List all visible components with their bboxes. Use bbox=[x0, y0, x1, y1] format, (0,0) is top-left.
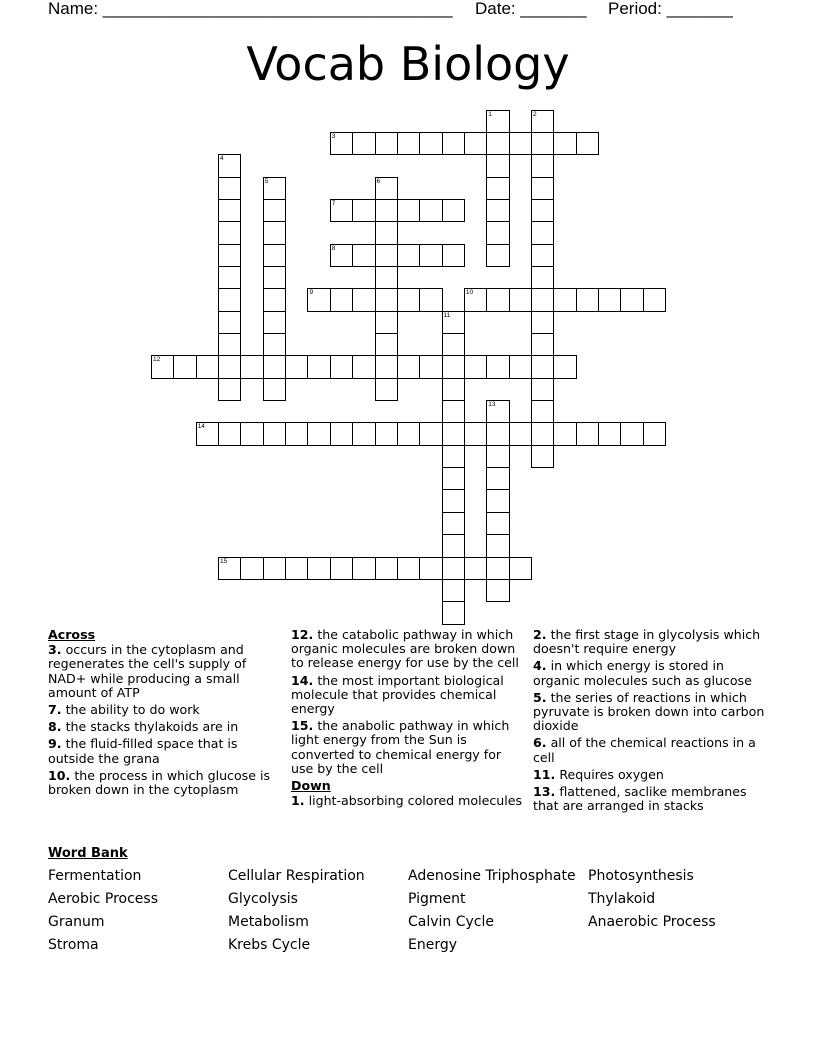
word-bank-item: Energy bbox=[408, 937, 458, 953]
clue-number: 10 bbox=[465, 289, 474, 297]
crossword-cell[interactable] bbox=[486, 557, 509, 580]
crossword-cell[interactable] bbox=[419, 199, 442, 222]
crossword-cell[interactable] bbox=[173, 355, 196, 378]
crossword-cell[interactable] bbox=[375, 199, 398, 222]
crossword-cell[interactable] bbox=[486, 489, 509, 512]
crossword-cell[interactable] bbox=[375, 378, 398, 401]
crossword-cell[interactable] bbox=[375, 266, 398, 289]
crossword-cell[interactable] bbox=[442, 400, 465, 423]
crossword-cell[interactable] bbox=[397, 422, 420, 445]
crossword-cell[interactable] bbox=[486, 132, 509, 155]
word-bank-item: Aerobic Process bbox=[48, 891, 158, 907]
crossword-cell[interactable] bbox=[531, 154, 554, 177]
crossword-cell[interactable] bbox=[240, 557, 263, 580]
clue-number: 8 bbox=[331, 244, 336, 252]
crossword-cell[interactable] bbox=[464, 422, 487, 445]
word-bank-item: Pigment bbox=[408, 891, 466, 907]
crossword-cell[interactable] bbox=[218, 177, 241, 200]
clue-number: 15 bbox=[220, 557, 228, 565]
crossword-cell[interactable] bbox=[397, 557, 420, 580]
crossword-cell[interactable] bbox=[464, 355, 487, 378]
clue-number: 1 bbox=[488, 110, 492, 118]
crossword-cell[interactable] bbox=[397, 199, 420, 222]
crossword-cell[interactable] bbox=[486, 512, 509, 535]
crossword-cell[interactable] bbox=[397, 132, 420, 155]
crossword-cell[interactable] bbox=[531, 355, 554, 378]
crossword-cell[interactable] bbox=[375, 333, 398, 356]
word-bank-item: Cellular Respiration bbox=[228, 868, 365, 884]
crossword-cell[interactable] bbox=[620, 288, 643, 311]
crossword-cell[interactable] bbox=[375, 221, 398, 244]
clue-across-7: 7. the ability to do work bbox=[48, 702, 200, 718]
clue-across-10: 10. the process in which glucose is broken down in the cytoplasm bbox=[48, 767, 271, 798]
crossword-cell[interactable] bbox=[307, 422, 330, 445]
crossword-cell[interactable] bbox=[263, 266, 286, 289]
crossword-cell[interactable] bbox=[397, 244, 420, 267]
crossword-cell[interactable] bbox=[620, 422, 643, 445]
clue-number: 9 bbox=[309, 289, 314, 297]
crossword-cell[interactable] bbox=[442, 244, 465, 267]
crossword-cell[interactable] bbox=[151, 355, 174, 378]
clue-down-6: 6. all of the chemical reactions in a cell bbox=[533, 735, 756, 765]
crossword-cell[interactable] bbox=[531, 333, 554, 356]
crossword-cell[interactable] bbox=[553, 422, 576, 445]
crossword-cell[interactable] bbox=[419, 422, 442, 445]
clue-down-1: 1. light-absorbing colored molecules bbox=[291, 793, 523, 809]
crossword-cell[interactable] bbox=[531, 311, 554, 334]
crossword-cell[interactable] bbox=[263, 288, 286, 311]
crossword-cell[interactable] bbox=[531, 378, 554, 401]
crossword-cell[interactable] bbox=[375, 244, 398, 267]
crossword-cell[interactable] bbox=[330, 288, 353, 311]
crossword-cell[interactable] bbox=[196, 355, 219, 378]
crossword-cell[interactable] bbox=[218, 221, 241, 244]
clue-down-4: 4. in which energy is stored in organic molecules such as glucose bbox=[533, 658, 752, 688]
crossword-cell[interactable] bbox=[307, 355, 330, 378]
name-field-label[interactable]: Name: _____________________________________ bbox=[48, 0, 453, 18]
crossword-cell[interactable] bbox=[531, 199, 554, 222]
crossword-cell[interactable] bbox=[419, 355, 442, 378]
crossword-cell[interactable] bbox=[531, 400, 554, 423]
crossword-cell[interactable] bbox=[442, 333, 465, 356]
crossword-cell[interactable] bbox=[330, 355, 353, 378]
crossword-cell[interactable] bbox=[196, 422, 219, 445]
clue-number: 7 bbox=[331, 199, 336, 207]
crossword-cell[interactable] bbox=[531, 288, 554, 311]
word-bank-item: Granum bbox=[48, 914, 105, 930]
crossword-cell[interactable] bbox=[375, 311, 398, 334]
crossword-cell[interactable] bbox=[486, 110, 509, 133]
crossword-cell[interactable] bbox=[263, 199, 286, 222]
crossword-cell[interactable] bbox=[553, 288, 576, 311]
clue-number: 12 bbox=[153, 356, 161, 364]
crossword-cell[interactable] bbox=[442, 557, 465, 580]
crossword-cell[interactable] bbox=[509, 288, 532, 311]
crossword-cell[interactable] bbox=[486, 445, 509, 468]
crossword-cell[interactable] bbox=[486, 400, 509, 423]
clue-across-14: 14. the most important biological molecule that provides chemical energy bbox=[291, 672, 504, 717]
clue-down-5: 5. the series of reactions in which pyruvate is broken down into carbon dioxide bbox=[533, 689, 765, 734]
crossword-cell[interactable] bbox=[442, 355, 465, 378]
crossword-cell[interactable] bbox=[442, 601, 465, 624]
crossword-cell[interactable] bbox=[397, 355, 420, 378]
crossword-cell[interactable] bbox=[643, 422, 666, 445]
crossword-cell[interactable] bbox=[352, 422, 375, 445]
across-heading: Across bbox=[48, 627, 96, 642]
crossword-cell[interactable] bbox=[263, 557, 286, 580]
crossword-cell[interactable] bbox=[218, 199, 241, 222]
crossword-cell[interactable] bbox=[330, 199, 353, 222]
crossword-cell[interactable] bbox=[509, 132, 532, 155]
word-bank-item: Thylakoid bbox=[588, 891, 656, 907]
crossword-cell[interactable] bbox=[464, 288, 487, 311]
crossword-cell[interactable] bbox=[285, 422, 308, 445]
crossword-cell[interactable] bbox=[442, 534, 465, 557]
crossword-cell[interactable] bbox=[218, 422, 241, 445]
crossword-cell[interactable] bbox=[263, 422, 286, 445]
crossword-cell[interactable] bbox=[442, 579, 465, 602]
word-bank-item: Stroma bbox=[48, 937, 99, 953]
crossword-cell[interactable] bbox=[464, 557, 487, 580]
crossword-cell[interactable] bbox=[442, 378, 465, 401]
word-bank-item: Calvin Cycle bbox=[408, 914, 495, 930]
date-field-label[interactable]: Date: _______ bbox=[475, 0, 587, 18]
crossword-cell[interactable] bbox=[330, 244, 353, 267]
clue-number: 6 bbox=[376, 177, 381, 185]
across-clues-col1 bbox=[48, 628, 276, 800]
crossword-cell[interactable] bbox=[218, 154, 241, 177]
crossword-cell[interactable] bbox=[486, 288, 509, 311]
down-clues-col3 bbox=[533, 628, 771, 816]
crossword-cell[interactable] bbox=[442, 467, 465, 490]
clue-across-9: 9. the fluid-filled space that is outside the grana bbox=[48, 736, 238, 766]
crossword-cell[interactable] bbox=[240, 355, 263, 378]
clue-down-11: 11. Requires oxygen bbox=[533, 766, 664, 782]
word-bank-item: Metabolism bbox=[228, 914, 309, 930]
clue-across-12: 12. the catabolic pathway in which organic molecules are broken down to release energy for use by the cell bbox=[291, 627, 519, 671]
crossword-cell[interactable] bbox=[263, 221, 286, 244]
clue-across-3: 3. occurs in the cytoplasm and regenerates the cell's supply of NAD+ while producing a small amount of ATP bbox=[48, 642, 247, 700]
clue-number: 11 bbox=[443, 311, 451, 319]
word-bank-item: Glycolysis bbox=[228, 891, 298, 907]
crossword-cell[interactable] bbox=[263, 177, 286, 200]
crossword-cell[interactable] bbox=[352, 557, 375, 580]
clue-number: 2 bbox=[532, 110, 537, 118]
crossword-cell[interactable] bbox=[375, 132, 398, 155]
crossword-cell[interactable] bbox=[375, 422, 398, 445]
crossword-cell[interactable] bbox=[263, 311, 286, 334]
crossword-cell[interactable] bbox=[576, 132, 599, 155]
crossword-cell[interactable] bbox=[330, 557, 353, 580]
crossword-cell[interactable] bbox=[307, 288, 330, 311]
crossword-cell[interactable] bbox=[486, 355, 509, 378]
word-bank-item: Photosynthesis bbox=[588, 868, 694, 884]
crossword-cell[interactable] bbox=[375, 177, 398, 200]
word-bank-item: Adenosine Triphosphate bbox=[408, 868, 576, 884]
crossword-cell[interactable] bbox=[419, 557, 442, 580]
crossword-cell[interactable] bbox=[442, 489, 465, 512]
crossword-cell[interactable] bbox=[240, 422, 263, 445]
crossword-cell[interactable] bbox=[375, 557, 398, 580]
crossword-cell[interactable] bbox=[307, 557, 330, 580]
crossword-cell[interactable] bbox=[486, 244, 509, 267]
crossword-cell[interactable] bbox=[509, 355, 532, 378]
crossword-cell[interactable] bbox=[330, 422, 353, 445]
crossword-cell[interactable] bbox=[486, 534, 509, 557]
clue-number: 13 bbox=[488, 401, 496, 409]
across-clues-col2 bbox=[291, 628, 525, 811]
crossword-cell[interactable] bbox=[531, 177, 554, 200]
crossword-cell[interactable] bbox=[352, 199, 375, 222]
crossword-cell[interactable] bbox=[486, 177, 509, 200]
crossword-cell[interactable] bbox=[375, 355, 398, 378]
crossword-cell[interactable] bbox=[442, 311, 465, 334]
word-bank-item: Anaerobic Process bbox=[588, 914, 716, 930]
crossword-cell[interactable] bbox=[218, 333, 241, 356]
crossword-cell[interactable] bbox=[643, 288, 666, 311]
crossword-cell[interactable] bbox=[464, 132, 487, 155]
crossword-cell[interactable] bbox=[419, 288, 442, 311]
crossword-cell[interactable] bbox=[352, 355, 375, 378]
clue-number: 3 bbox=[331, 132, 336, 140]
clue-number: 5 bbox=[264, 177, 269, 185]
crossword-cell[interactable] bbox=[486, 221, 509, 244]
crossword-cell[interactable] bbox=[531, 244, 554, 267]
crossword-cell[interactable] bbox=[531, 110, 554, 133]
clue-down-2: 2. the first stage in glycolysis which doesn't require energy bbox=[533, 627, 761, 657]
crossword-cell[interactable] bbox=[486, 467, 509, 490]
crossword-cell[interactable] bbox=[352, 244, 375, 267]
crossword-cell[interactable] bbox=[486, 422, 509, 445]
crossword-cell[interactable] bbox=[509, 557, 532, 580]
crossword-cell[interactable] bbox=[531, 266, 554, 289]
crossword-cell[interactable] bbox=[486, 199, 509, 222]
crossword-cell[interactable] bbox=[553, 132, 576, 155]
crossword-cell[interactable] bbox=[598, 422, 621, 445]
crossword-cell[interactable] bbox=[531, 132, 554, 155]
word-bank-item: Krebs Cycle bbox=[228, 937, 311, 953]
crossword-cell[interactable] bbox=[419, 244, 442, 267]
crossword-cell[interactable] bbox=[218, 355, 241, 378]
crossword-cell[interactable] bbox=[419, 132, 442, 155]
crossword-cell[interactable] bbox=[263, 355, 286, 378]
crossword-cell[interactable] bbox=[263, 333, 286, 356]
crossword-cell[interactable] bbox=[218, 311, 241, 334]
clue-number: 4 bbox=[220, 155, 224, 163]
crossword-cell[interactable] bbox=[598, 288, 621, 311]
crossword-cell[interactable] bbox=[285, 557, 308, 580]
page-title: Vocab Biology bbox=[246, 37, 570, 91]
crossword-cell[interactable] bbox=[531, 422, 554, 445]
crossword-cell[interactable] bbox=[352, 288, 375, 311]
word-bank-heading: Word Bank bbox=[48, 846, 128, 861]
crossword-cell[interactable] bbox=[375, 288, 398, 311]
crossword-cell[interactable] bbox=[576, 288, 599, 311]
period-field-label[interactable]: Period: _______ bbox=[608, 0, 733, 18]
crossword-cell[interactable] bbox=[442, 512, 465, 535]
clue-across-15: 15. the anabolic pathway in which light energy from the Sun is converted to chemical energy for use by the cell bbox=[291, 718, 510, 776]
crossword-cell[interactable] bbox=[509, 422, 532, 445]
crossword-cell[interactable] bbox=[218, 288, 241, 311]
crossword-cell[interactable] bbox=[285, 355, 308, 378]
crossword-cell[interactable] bbox=[442, 132, 465, 155]
crossword-cell[interactable] bbox=[218, 244, 241, 267]
crossword-cell[interactable] bbox=[330, 132, 353, 155]
crossword-cell[interactable] bbox=[263, 378, 286, 401]
clue-across-8: 8. the stacks thylakoids are in bbox=[48, 719, 239, 735]
crossword-cell[interactable] bbox=[531, 221, 554, 244]
word-bank-item: Fermentation bbox=[48, 868, 142, 884]
crossword-cell[interactable] bbox=[553, 355, 576, 378]
crossword-cell[interactable] bbox=[352, 132, 375, 155]
crossword-cell[interactable] bbox=[486, 154, 509, 177]
clue-down-13: 13. flattened, saclike membranes that are arranged in stacks bbox=[533, 784, 747, 814]
crossword-cell[interactable] bbox=[397, 288, 420, 311]
crossword-cell[interactable] bbox=[576, 422, 599, 445]
crossword-cell[interactable] bbox=[218, 557, 241, 580]
crossword-cell[interactable] bbox=[442, 445, 465, 468]
crossword-cell[interactable] bbox=[263, 244, 286, 267]
crossword-cell[interactable] bbox=[442, 199, 465, 222]
down-heading: Down bbox=[291, 778, 331, 794]
crossword-cell[interactable] bbox=[442, 422, 465, 445]
crossword-cell[interactable] bbox=[486, 579, 509, 602]
crossword-cell[interactable] bbox=[531, 445, 554, 468]
clue-number: 14 bbox=[197, 423, 205, 431]
crossword-cell[interactable] bbox=[218, 266, 241, 289]
crossword-cell[interactable] bbox=[218, 378, 241, 401]
